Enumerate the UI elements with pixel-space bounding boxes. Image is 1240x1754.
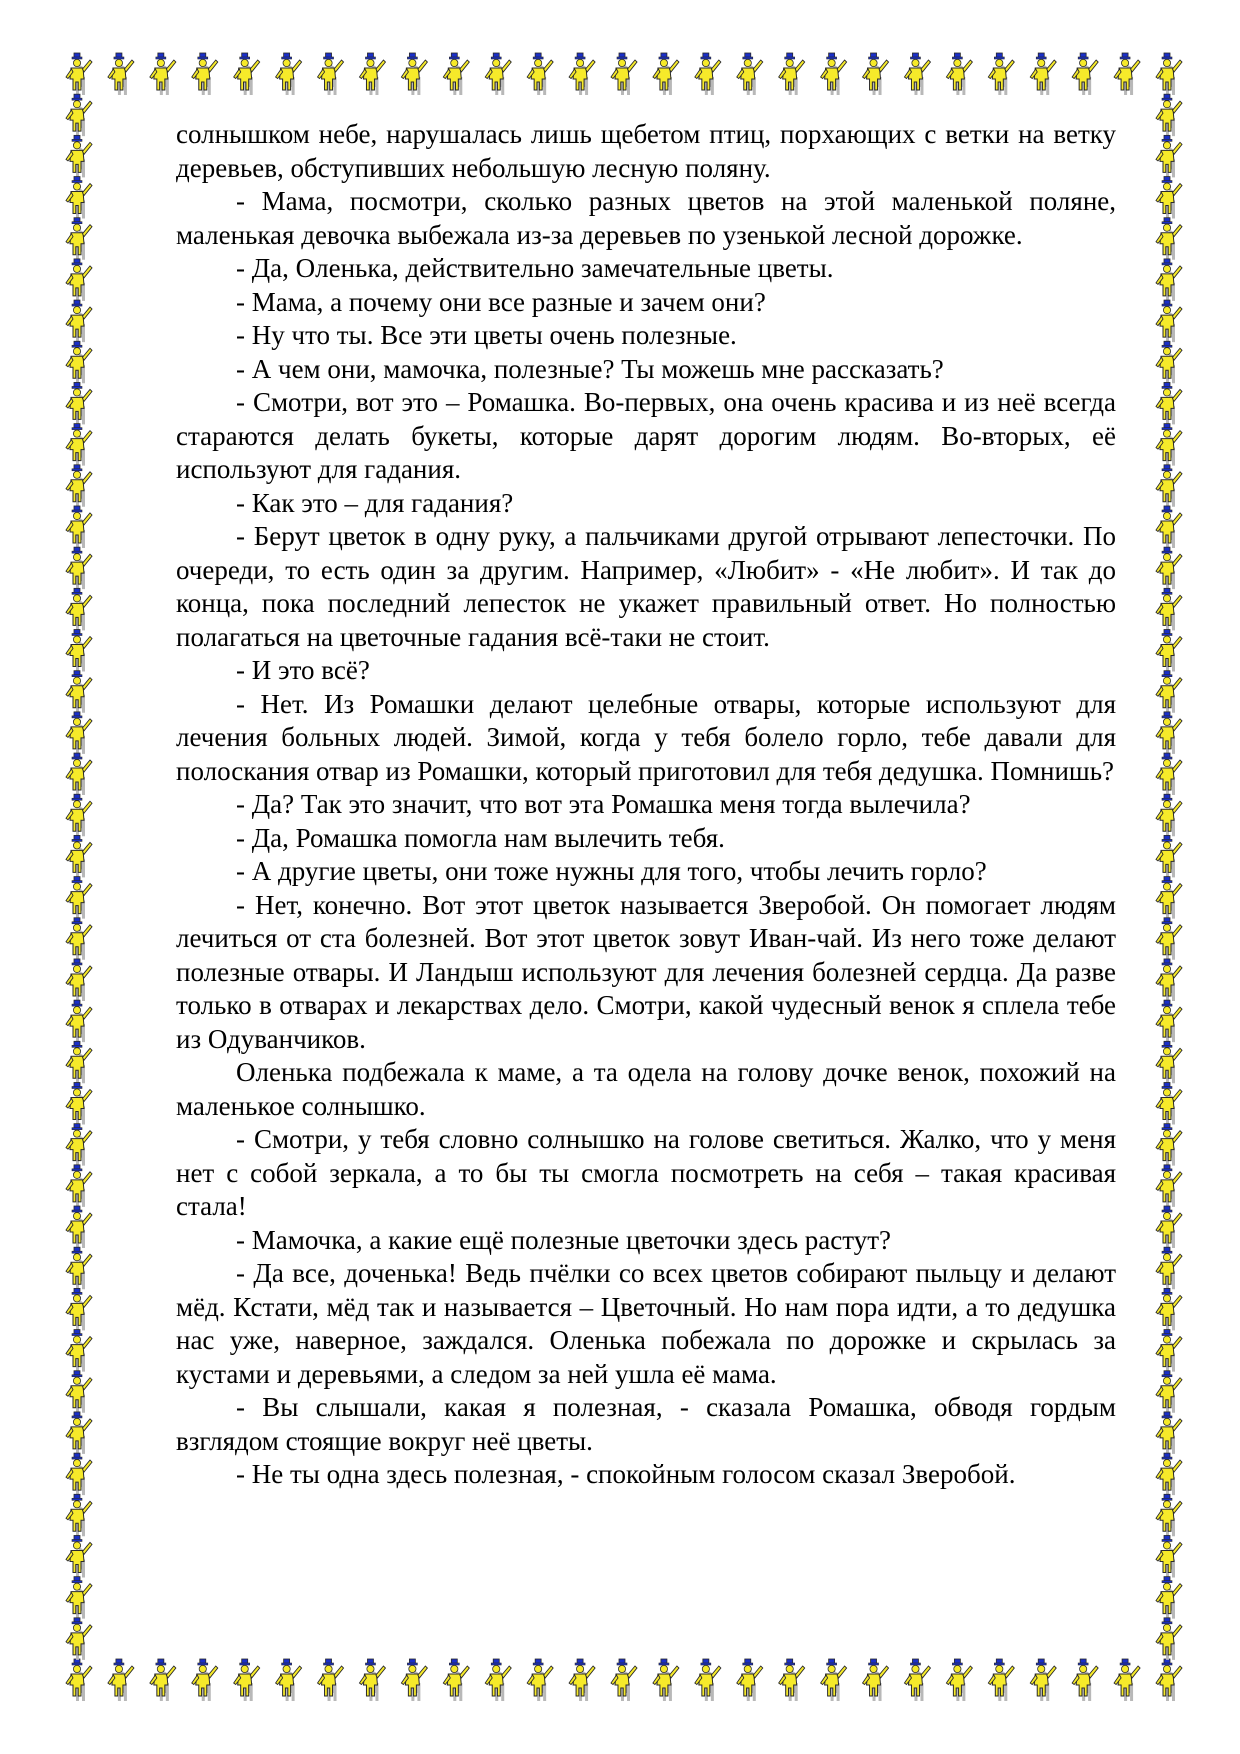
waving-figure-icon	[234, 1659, 260, 1701]
paragraph: Оленька подбежала к маме, а та одела на голову дочке венок, похожий на маленькое солнышко.	[176, 1057, 1116, 1121]
paragraph: - Нет. Из Ромашки делают целебные отвары, которые используют для лечения больных людей. Зимой, когда у тебя болело горло, тебе давали для полоскания отвар из Ромашки, который приготовил для тебя дедушка. Помнишь?	[176, 688, 1116, 786]
waving-figure-icon	[1156, 1330, 1182, 1372]
waving-figure-icon	[1072, 53, 1098, 95]
waving-figure-icon	[1156, 1000, 1182, 1042]
paragraph: - Не ты одна здесь полезная, - спокойным голосом сказал Зверобой.	[236, 1459, 1016, 1489]
waving-figure-icon	[569, 1659, 595, 1701]
waving-figure-icon	[66, 259, 92, 301]
waving-figure-icon	[66, 1659, 92, 1701]
waving-figure-icon	[66, 1082, 92, 1124]
waving-figure-icon	[66, 465, 92, 507]
paragraph: - Мама, а почему они все разные и зачем они?	[236, 286, 766, 317]
waving-figure-icon	[66, 300, 92, 342]
paragraph: - Мама, посмотри, сколько разных цветов на этой маленькой поляне, маленькая девочка выбежала из-за деревьев по узенькой лесной дорожке.	[176, 186, 1116, 250]
waving-figure-icon	[66, 1618, 92, 1660]
waving-figure-icon	[234, 53, 260, 95]
waving-figure-icon	[66, 588, 92, 630]
waving-figure-icon	[66, 1288, 92, 1330]
waving-figure-icon	[1156, 424, 1182, 466]
waving-figure-icon	[192, 1659, 218, 1701]
waving-figure-icon	[1156, 1494, 1182, 1536]
waving-figure-icon	[988, 53, 1014, 95]
paragraph: - Как это – для гадания?	[236, 487, 514, 518]
paragraph: - Вы слышали, какая я полезная, - сказала Ромашка, обводя гордым взглядом стоящие вокруг неё цветы.	[176, 1392, 1116, 1456]
waving-figure-icon	[1156, 918, 1182, 960]
waving-figure-icon	[1156, 94, 1182, 136]
waving-figure-icon	[653, 1659, 679, 1701]
waving-figure-icon	[1156, 1371, 1182, 1413]
waving-figure-icon	[485, 1659, 511, 1701]
waving-figure-icon	[66, 1247, 92, 1289]
waving-figure-icon	[66, 94, 92, 136]
waving-figure-icon	[192, 53, 218, 95]
waving-figure-icon	[1156, 341, 1182, 383]
waving-figure-icon	[66, 382, 92, 424]
waving-figure-icon	[66, 671, 92, 713]
waving-figure-icon	[863, 53, 889, 95]
waving-figure-icon	[485, 53, 511, 95]
waving-figure-icon	[527, 1659, 553, 1701]
paragraph: - Ну что ты. Все эти цветы очень полезные.	[236, 320, 737, 350]
waving-figure-icon	[401, 53, 427, 95]
waving-figure-icon	[66, 1577, 92, 1619]
waving-figure-icon	[66, 712, 92, 754]
waving-figure-icon	[1156, 259, 1182, 301]
waving-figure-icon	[1156, 1041, 1182, 1083]
waving-figure-icon	[66, 877, 92, 919]
waving-figure-icon	[318, 53, 344, 95]
waving-figure-icon	[1156, 135, 1182, 177]
paragraph: - И это всё?	[236, 655, 370, 685]
waving-figure-icon	[1156, 1206, 1182, 1248]
paragraph: - Смотри, вот это – Ромашка. Во-первых, она очень красива и из неё всегда стараются делать букеты, которые дарят дорогим людям. Во-вторых, её используют для гадания.	[176, 387, 1116, 484]
waving-figure-icon	[1156, 465, 1182, 507]
waving-figure-icon	[1156, 671, 1182, 713]
waving-figure-icon	[695, 1659, 721, 1701]
waving-figure-icon	[66, 753, 92, 795]
waving-figure-icon	[66, 1412, 92, 1454]
waving-figure-icon	[1156, 1535, 1182, 1577]
paragraph: - Берут цветок в одну руку, а пальчиками другой отрывают лепесточки. По очереди, то есть один за другим. Например, «Любит» - «Не любит». И так до конца, пока последний лепесток не укажет правильный ответ. Но полностью полагаться на цветочные гадания всё-таки не стоит.	[176, 521, 1116, 652]
paragraph: - А чем они, мамочка, полезные? Ты можешь мне рассказать?	[236, 353, 944, 384]
waving-figure-icon	[1156, 1165, 1182, 1207]
waving-figure-icon	[611, 53, 637, 95]
waving-figure-icon	[66, 1041, 92, 1083]
waving-figure-icon	[108, 53, 134, 95]
waving-figure-icon	[1156, 753, 1182, 795]
waving-figure-icon	[653, 53, 679, 95]
waving-figure-icon	[1156, 1288, 1182, 1330]
waving-figure-icon	[66, 53, 92, 95]
waving-figure-icon	[66, 1165, 92, 1207]
waving-figure-icon	[527, 53, 553, 95]
waving-figure-icon	[276, 1659, 302, 1701]
waving-figure-icon	[318, 1659, 344, 1701]
paragraph: - Да, Ромашка помогла нам вылечить тебя.	[236, 822, 725, 853]
waving-figure-icon	[66, 918, 92, 960]
waving-figure-icon	[401, 1659, 427, 1701]
waving-figure-icon	[1156, 506, 1182, 548]
waving-figure-icon	[66, 218, 92, 260]
waving-figure-icon	[1156, 218, 1182, 260]
waving-figure-icon	[1156, 1124, 1182, 1166]
waving-figure-icon	[946, 53, 972, 95]
waving-figure-icon	[779, 53, 805, 95]
paragraph: - Нет, конечно. Вот этот цветок называется Зверобой. Он помогает людям лечиться от ста болезней. Вот этот цветок зовут Иван-чай. Из него тоже делают полезные отвары. И Ландыш используют для лечения болезней сердца. Да разве только в отварах и лекарствах дело. Смотри, какой чудесный венок я сплела тебе из Одуванчиков.	[176, 889, 1116, 1054]
waving-figure-icon	[66, 630, 92, 672]
waving-figure-icon	[1156, 877, 1182, 919]
waving-figure-icon	[1156, 1618, 1182, 1660]
waving-figure-icon	[1156, 794, 1182, 836]
waving-figure-icon	[1114, 53, 1140, 95]
waving-figure-icon	[779, 1659, 805, 1701]
waving-figure-icon	[66, 424, 92, 466]
waving-figure-icon	[66, 959, 92, 1001]
waving-figure-icon	[1030, 53, 1056, 95]
waving-figure-icon	[66, 135, 92, 177]
waving-figure-icon	[1156, 1659, 1182, 1701]
waving-figure-icon	[66, 1124, 92, 1166]
waving-figure-icon	[569, 53, 595, 95]
waving-figure-icon	[443, 1659, 469, 1701]
paragraph: - Мамочка, а какие ещё полезные цветочки здесь растут?	[236, 1224, 891, 1255]
waving-figure-icon	[359, 53, 385, 95]
waving-figure-icon	[150, 1659, 176, 1701]
waving-figure-icon	[359, 1659, 385, 1701]
waving-figure-icon	[66, 1535, 92, 1577]
waving-figure-icon	[1114, 1659, 1140, 1701]
waving-figure-icon	[66, 1000, 92, 1042]
waving-figure-icon	[66, 1453, 92, 1495]
waving-figure-icon	[737, 53, 763, 95]
waving-figure-icon	[1072, 1659, 1098, 1701]
waving-figure-icon	[66, 1206, 92, 1248]
waving-figure-icon	[946, 1659, 972, 1701]
waving-figure-icon	[66, 547, 92, 589]
waving-figure-icon	[108, 1659, 134, 1701]
waving-figure-icon	[276, 53, 302, 95]
waving-figure-icon	[66, 835, 92, 877]
waving-figure-icon	[1156, 1453, 1182, 1495]
waving-figure-icon	[150, 53, 176, 95]
waving-figure-icon	[988, 1659, 1014, 1701]
waving-figure-icon	[821, 53, 847, 95]
paragraph: - А другие цветы, они тоже нужны для того, чтобы лечить горло?	[236, 856, 987, 886]
waving-figure-icon	[863, 1659, 889, 1701]
paragraph: - Да, Оленька, действительно замечательные цветы.	[236, 253, 834, 283]
waving-figure-icon	[904, 53, 930, 95]
waving-figure-icon	[1156, 177, 1182, 219]
waving-figure-icon	[1030, 1659, 1056, 1701]
waving-figure-icon	[66, 1494, 92, 1536]
waving-figure-icon	[821, 1659, 847, 1701]
waving-figure-icon	[1156, 382, 1182, 424]
paragraph: - Смотри, у тебя словно солнышко на голове светиться. Жалко, что у меня нет с собой зеркала, а то бы ты смогла посмотреть на себя – такая красивая стала!	[176, 1124, 1116, 1221]
story-text	[176, 118, 1116, 1492]
waving-figure-icon	[66, 177, 92, 219]
waving-figure-icon	[1156, 1412, 1182, 1454]
waving-figure-icon	[1156, 959, 1182, 1001]
waving-figure-icon	[1156, 53, 1182, 95]
waving-figure-icon	[1156, 1247, 1182, 1289]
waving-figure-icon	[1156, 1577, 1182, 1619]
paragraph: солнышком небе, нарушалась лишь щебетом птиц, порхающих с ветки на ветку деревьев, обступивших небольшую лесную поляну.	[176, 119, 1116, 183]
waving-figure-icon	[443, 53, 469, 95]
waving-figure-icon	[66, 341, 92, 383]
waving-figure-icon	[66, 794, 92, 836]
waving-figure-icon	[1156, 300, 1182, 342]
waving-figure-icon	[1156, 630, 1182, 672]
waving-figure-icon	[695, 53, 721, 95]
paragraph: - Да? Так это значит, что вот эта Ромашка меня тогда вылечила?	[236, 789, 971, 819]
waving-figure-icon	[611, 1659, 637, 1701]
waving-figure-icon	[66, 506, 92, 548]
paragraph: - Да все, доченька! Ведь пчёлки со всех цветов собирают пыльцу и делают мёд. Кстати, мёд так и называется – Цветочный. Но нам пора идти, а то дедушка нас уже, наверное, заждался. Оленька побежала по дорожке и скрылась за кустами и деревьями, а следом за ней ушла её мама.	[176, 1258, 1116, 1389]
waving-figure-icon	[66, 1371, 92, 1413]
waving-figure-icon	[1156, 1082, 1182, 1124]
waving-figure-icon	[1156, 835, 1182, 877]
waving-figure-icon	[66, 1330, 92, 1372]
waving-figure-icon	[1156, 547, 1182, 589]
waving-figure-icon	[737, 1659, 763, 1701]
waving-figure-icon	[1156, 712, 1182, 754]
waving-figure-icon	[1156, 588, 1182, 630]
waving-figure-icon	[904, 1659, 930, 1701]
